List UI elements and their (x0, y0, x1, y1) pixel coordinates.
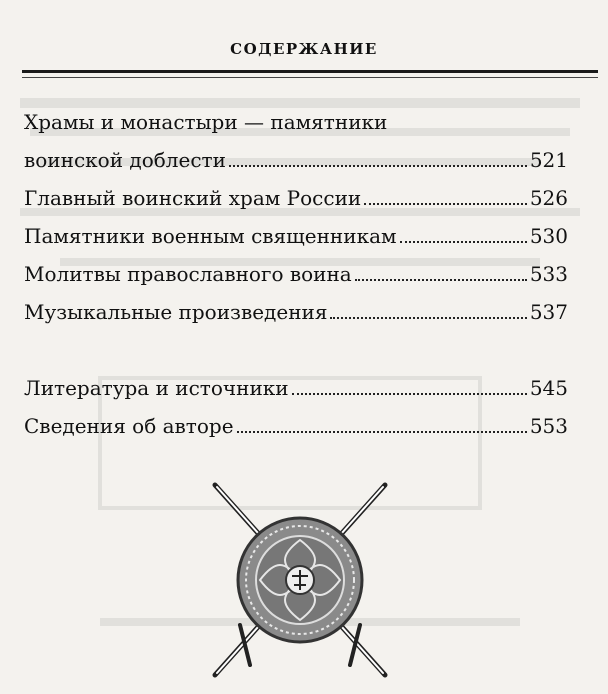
shield-with-crossed-swords-icon (200, 475, 400, 685)
toc-entry[interactable] (24, 407, 568, 445)
dot-leader (237, 431, 527, 433)
section-gap (24, 331, 568, 369)
toc-page-number: 553 (529, 414, 568, 438)
toc-page-number: 545 (529, 376, 568, 400)
toc-entry-title: Молитвы православного воина (24, 262, 352, 286)
toc-entry-title: Главный воинский храм России (24, 186, 362, 210)
toc-entry[interactable] (24, 255, 568, 293)
dot-leader (355, 279, 527, 281)
toc-entry-line (24, 141, 568, 179)
toc-entry-title-continued: воинской доблести (24, 148, 226, 172)
toc-entry-title: Храмы и монастыри — памятники (24, 110, 388, 134)
toc-entry-title: Музыкальные произведения (24, 300, 328, 324)
toc-page-number: 530 (529, 224, 568, 248)
dot-leader (330, 317, 526, 319)
toc-page-number: 537 (529, 300, 568, 324)
toc-entry-title: Сведения об авторе (24, 414, 234, 438)
dot-leader (292, 393, 527, 395)
toc-page-number: 533 (529, 262, 568, 286)
toc-entry[interactable] (24, 217, 568, 255)
toc-entry[interactable] (24, 179, 568, 217)
toc-entry-title: Литература и источники (24, 376, 289, 400)
dot-leader (364, 203, 527, 205)
dot-leader (229, 165, 527, 167)
table-of-contents (24, 103, 568, 445)
toc-page-number: 521 (529, 148, 568, 172)
toc-page-number: 526 (529, 186, 568, 210)
header-rule (22, 70, 598, 73)
page-header-title: СОДЕРЖАНИЕ (230, 40, 378, 58)
toc-entry[interactable] (24, 293, 568, 331)
toc-entry[interactable] (24, 369, 568, 407)
toc-entry[interactable] (24, 103, 568, 179)
dot-leader (400, 241, 527, 243)
header-rule-thin (22, 77, 598, 78)
toc-entry-title: Памятники военным священникам (24, 224, 397, 248)
toc-entry-line (24, 103, 568, 141)
